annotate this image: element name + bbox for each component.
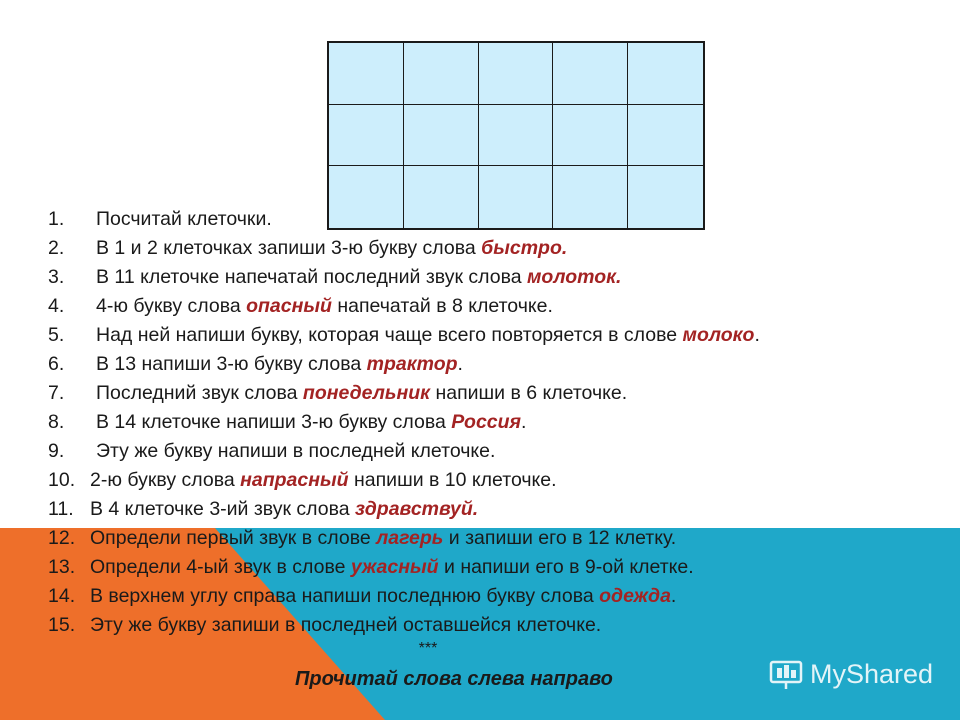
task-item	[48, 611, 948, 640]
letter-grid	[327, 41, 705, 230]
task-number: 12.	[48, 527, 76, 549]
grid-cell	[329, 43, 404, 105]
task-keyword: лагерь	[376, 527, 444, 549]
task-keyword: опасный	[246, 295, 332, 317]
task-text: Определи первый звук в слове	[90, 527, 377, 549]
task-text: напечатай в 8 клеточке.	[331, 295, 553, 317]
task-number: 3.	[48, 266, 65, 288]
task-text: В 13 напиши 3-ю букву слова	[96, 353, 367, 375]
task-text: .	[457, 353, 463, 375]
grid-cell	[329, 105, 404, 167]
grid-cell	[628, 43, 703, 105]
task-item	[48, 263, 948, 292]
grid-cell	[404, 105, 479, 167]
task-item	[48, 553, 948, 582]
task-number: 14.	[48, 585, 76, 607]
task-item	[48, 408, 948, 437]
grid-cell	[553, 43, 628, 105]
task-text: Эту же букву запиши в последней оставшейся клеточке.	[90, 614, 602, 636]
task-keyword: здравствуй.	[355, 498, 479, 520]
task-item	[48, 205, 948, 234]
task-text: В верхнем углу справа напиши последнюю букву слова	[90, 585, 600, 607]
task-item	[48, 437, 948, 466]
task-text: Определи 4-ый звук в слове	[90, 556, 351, 578]
task-number: 5.	[48, 324, 65, 346]
task-text: В 11 клеточке напечатай последний звук слова	[96, 266, 527, 288]
grid-cell	[553, 105, 628, 167]
task-list	[48, 205, 948, 640]
task-number: 11.	[48, 498, 74, 520]
task-text: Над ней напиши букву, которая чаще всего повторяется в слове	[96, 324, 683, 346]
separator-text: ***	[418, 640, 438, 657]
task-item	[48, 379, 948, 408]
grid-cell	[479, 43, 554, 105]
task-text: и напиши его в 9-ой клетке.	[438, 556, 694, 578]
task-keyword: молоток.	[527, 266, 622, 288]
task-text: .	[670, 585, 677, 607]
task-keyword: напрасный	[240, 469, 349, 491]
task-text: .	[521, 411, 527, 433]
footer-instruction: Прочитай слова слева направо	[295, 668, 613, 690]
task-number: 10.	[48, 469, 76, 491]
task-keyword: трактор	[366, 353, 458, 375]
task-item	[48, 495, 948, 524]
task-item	[48, 321, 948, 350]
grid-cell	[404, 43, 479, 105]
task-item	[48, 350, 948, 379]
task-text: напиши в 6 клеточке.	[430, 382, 628, 404]
task-number: 9.	[48, 440, 65, 462]
task-text: и запиши его в 12 клетку.	[443, 527, 677, 549]
task-text: В 1 и 2 клеточках запиши 3-ю букву слова	[96, 237, 482, 259]
task-text: Последний звук слова	[96, 382, 303, 404]
task-number: 7.	[48, 382, 65, 404]
grid-cell	[628, 105, 703, 167]
task-number: 2.	[48, 237, 65, 259]
task-keyword: Россия	[451, 411, 522, 433]
task-text: Эту же букву напиши в последней клеточке.	[96, 440, 496, 462]
task-number: 4.	[48, 295, 65, 317]
task-text: напиши в 10 клеточке.	[348, 469, 557, 491]
task-number: 13.	[48, 556, 76, 578]
task-keyword: ужасный	[350, 556, 439, 578]
task-text: В 14 клеточке напиши 3-ю букву слова	[96, 411, 452, 433]
task-keyword: молоко	[682, 324, 755, 346]
task-number: 1.	[48, 208, 65, 230]
task-keyword: быстро.	[481, 237, 568, 259]
watermark-logo	[768, 655, 933, 693]
task-text: .	[754, 324, 760, 346]
presentation-icon	[768, 656, 804, 692]
task-item	[48, 466, 948, 495]
task-text: 4-ю букву слова	[96, 295, 247, 317]
task-number: 15.	[48, 614, 76, 636]
task-item	[48, 292, 948, 321]
task-item	[48, 234, 948, 263]
grid-cell	[479, 105, 554, 167]
task-text: 2-ю букву слова	[90, 469, 241, 491]
task-item	[48, 524, 948, 553]
watermark-text: MyShared	[810, 658, 934, 689]
task-keyword: понедельник	[302, 382, 431, 404]
letter-grid-cells	[329, 43, 703, 228]
task-item	[48, 582, 948, 611]
task-text: Посчитай клеточки.	[96, 208, 272, 230]
task-number: 6.	[48, 353, 65, 375]
task-keyword: одежда	[599, 585, 671, 607]
task-number: 8.	[48, 411, 65, 433]
task-text: В 4 клеточке 3-ий звук слова	[90, 498, 356, 520]
